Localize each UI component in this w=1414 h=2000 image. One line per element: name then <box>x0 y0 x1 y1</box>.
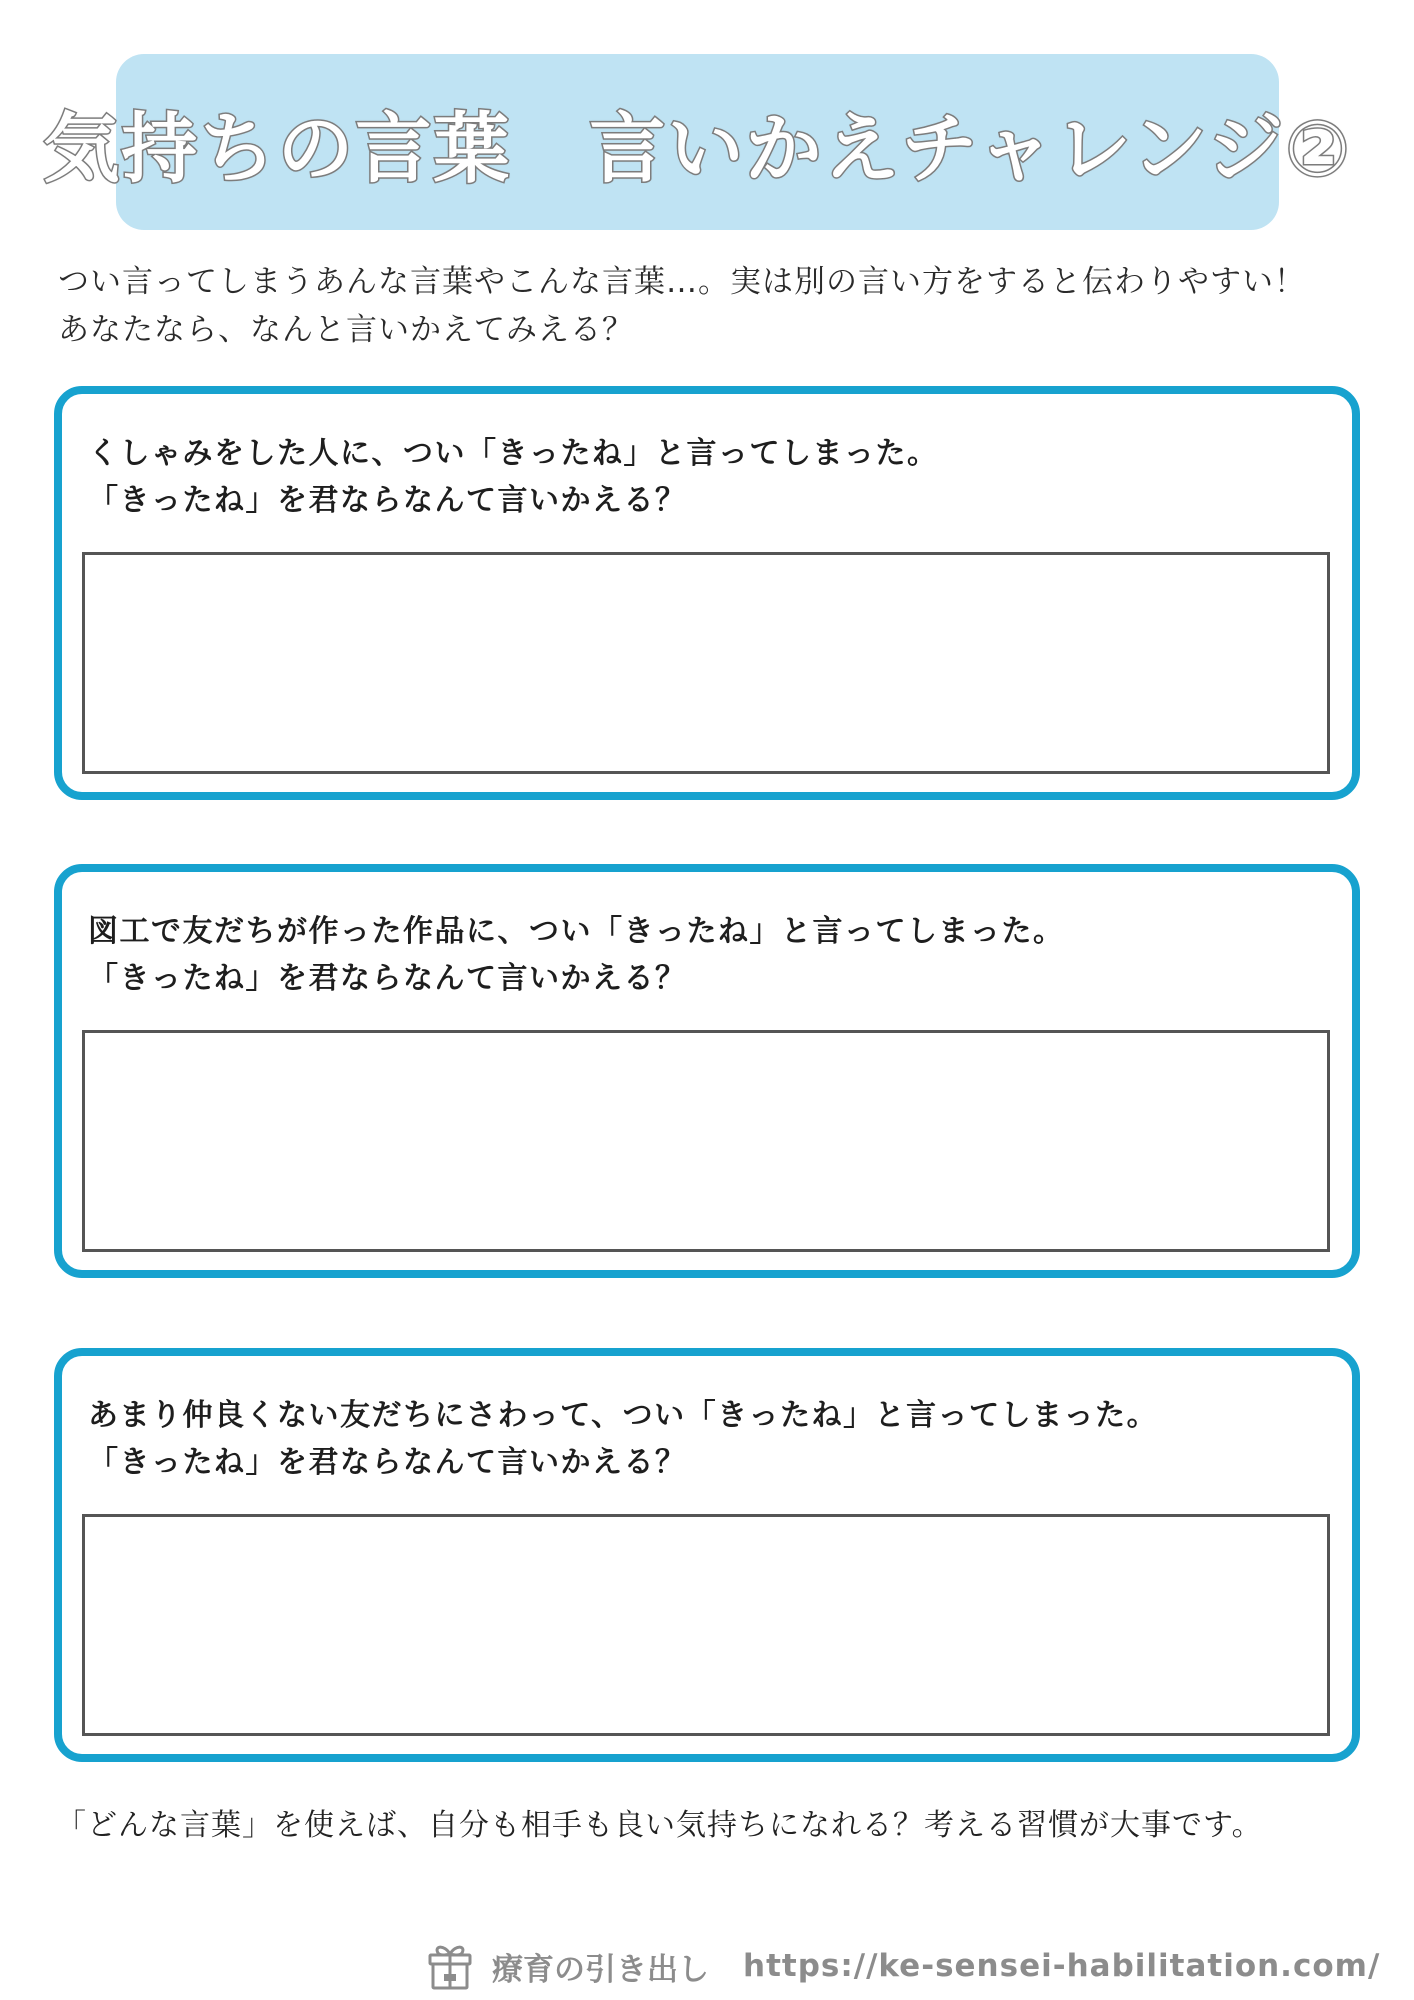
question-card-2 <box>54 864 1360 1278</box>
intro-text <box>58 258 1368 354</box>
answer-box-3[interactable] <box>82 1514 1330 1736</box>
question-prompt <box>88 1392 1158 1486</box>
site-name: 療育の引き出し <box>492 1951 709 1988</box>
gift-box-icon <box>424 1940 476 1992</box>
question-prompt <box>88 908 1065 1002</box>
question-line: くしゃみをした人に、つい「きったね」と言ってしまった。 <box>88 436 939 471</box>
title-banner <box>43 54 1352 230</box>
question-line: あまり仲良くない友だちにさわって、つい「きったね」と言ってしまった。 <box>88 1398 1159 1433</box>
footer-note: 「どんな言葉」を使えば、自分も相手も良い気持ちになれる？考える習慣が大事です。 <box>56 1808 1263 1843</box>
site-url[interactable]: https://ke-sensei-habilitation.com/ <box>743 1948 1381 1984</box>
question-line: 「きったね」を君ならなんて言いかえる？ <box>88 1445 687 1480</box>
question-card-1 <box>54 386 1360 800</box>
site-credit <box>424 1940 1380 1992</box>
intro-line: つい言ってしまうあんな言葉やこんな言葉…。実は別の言い方をすると伝わりやすい！ <box>58 264 1306 300</box>
answer-box-1[interactable] <box>82 552 1330 774</box>
question-line: 図工で友だちが作った作品に、つい「きったね」と言ってしまった。 <box>88 914 1065 949</box>
question-line: 「きったね」を君ならなんて言いかえる？ <box>88 483 687 518</box>
intro-line: あなたなら、なんと言いかえてみえる？ <box>58 312 634 348</box>
question-prompt <box>88 430 939 524</box>
question-card-3 <box>54 1348 1360 1762</box>
page-title: 気持ちの言葉 言いかえチャレンジ② <box>43 103 1352 193</box>
question-line: 「きったね」を君ならなんて言いかえる？ <box>88 961 687 996</box>
answer-box-2[interactable] <box>82 1030 1330 1252</box>
